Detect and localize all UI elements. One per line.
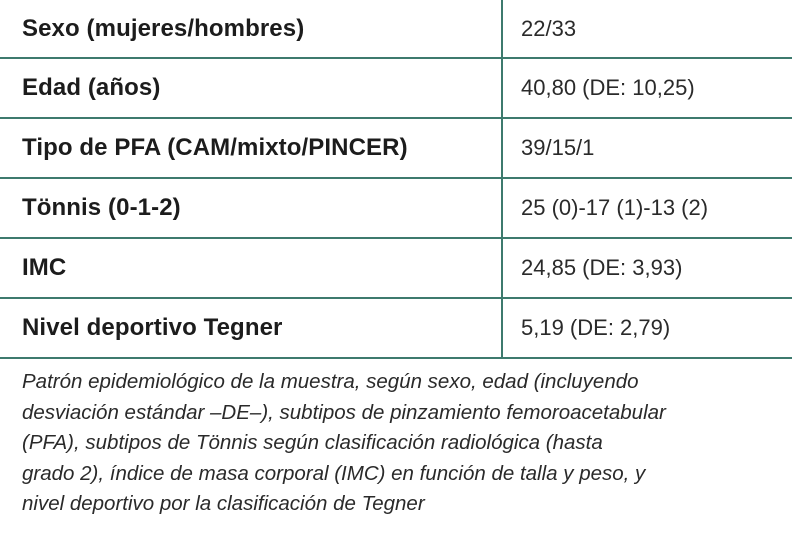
row-value: 5,19 (DE: 2,79) — [502, 298, 792, 358]
caption-line: grado 2), índice de masa corporal (IMC) en función de talla y peso, y — [22, 461, 646, 485]
row-label: Nivel deportivo Tegner — [0, 298, 502, 358]
row-value: 40,80 (DE: 10,25) — [502, 58, 792, 118]
caption-line: nivel deportivo por la clasificación de Tegner — [22, 492, 425, 515]
table-row — [0, 118, 792, 178]
row-label: Sexo (mujeres/hombres) — [0, 0, 502, 58]
table-row — [0, 0, 792, 58]
table-row — [0, 298, 792, 358]
table-row — [0, 178, 792, 238]
table-row — [0, 238, 792, 298]
row-label: IMC — [0, 238, 502, 298]
row-label: Edad (años) — [0, 58, 502, 118]
table-row — [0, 58, 792, 118]
row-value: 39/15/1 — [502, 118, 792, 178]
row-value: 22/33 — [502, 0, 792, 58]
caption-line: Patrón epidemiológico de la muestra, según sexo, edad (incluyendo — [22, 370, 639, 393]
row-value: 24,85 (DE: 3,93) — [502, 238, 792, 298]
caption-line: desviación estándar –DE–), subtipos de pinzamiento femoroacetabular — [22, 400, 666, 424]
caption-line: (PFA), subtipos de Tönnis según clasificación radiológica (hasta — [22, 431, 603, 454]
table-caption — [22, 367, 782, 520]
row-label: Tipo de PFA (CAM/mixto/PINCER) — [0, 118, 502, 178]
row-label: Tönnis (0-1-2) — [0, 178, 502, 238]
row-value: 25 (0)-17 (1)-13 (2) — [502, 178, 792, 238]
